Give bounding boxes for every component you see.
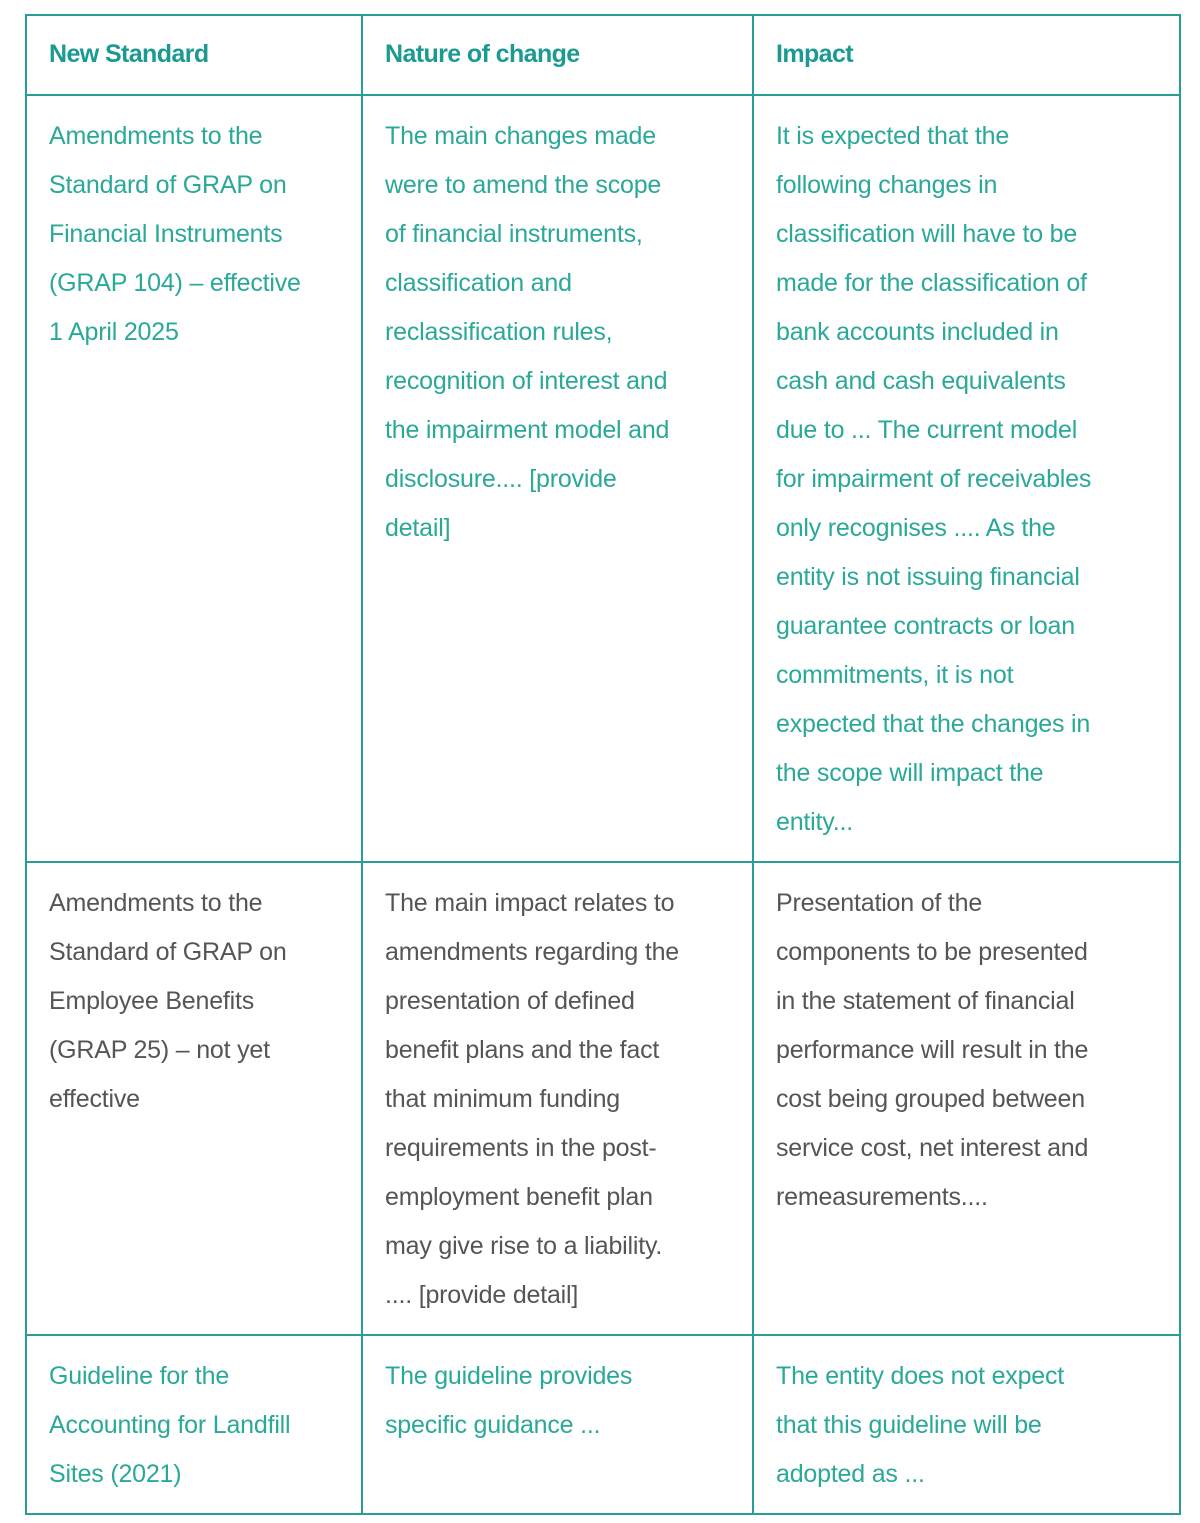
cell-text-line: service cost, net interest and bbox=[776, 1134, 1089, 1162]
cell-text-line: remeasurements.... bbox=[776, 1183, 988, 1211]
impact-cell bbox=[753, 862, 1180, 1335]
cell-text-line: Amendments to the bbox=[49, 889, 263, 917]
standard-cell bbox=[26, 95, 362, 862]
cell-text-line: due to ... The current model bbox=[776, 416, 1078, 444]
cell-text-line: The guideline provides bbox=[385, 1362, 633, 1390]
cell-text-line: cash and cash equivalents bbox=[776, 367, 1066, 395]
cell-text-line: bank accounts included in bbox=[776, 318, 1059, 346]
cell-text-line: 1 April 2025 bbox=[49, 318, 179, 346]
cell-text-line: amendments regarding the bbox=[385, 938, 679, 966]
cell-text-line: disclosure.... [provide bbox=[385, 465, 617, 493]
cell-text-line: adopted as ... bbox=[776, 1460, 925, 1488]
header-row bbox=[26, 15, 1180, 95]
header-new-standard: New Standard bbox=[26, 15, 362, 95]
table-row bbox=[26, 1335, 1180, 1514]
cell-text-line: classification and bbox=[385, 269, 572, 297]
cell-text-line: the scope will impact the bbox=[776, 759, 1044, 787]
cell-text-line: expected that the changes in bbox=[776, 710, 1091, 738]
cell-text-line: effective bbox=[49, 1085, 140, 1113]
cell-text-line: Amendments to the bbox=[49, 122, 263, 150]
impact-cell bbox=[753, 1335, 1180, 1514]
cell-text-line: recognition of interest and bbox=[385, 367, 668, 395]
standard-cell bbox=[26, 862, 362, 1335]
table-row bbox=[26, 95, 1180, 862]
cell-text-line: The main changes made bbox=[385, 122, 656, 150]
cell-text-line: guarantee contracts or loan bbox=[776, 612, 1075, 640]
cell-text-line: specific guidance ... bbox=[385, 1411, 601, 1439]
standard-cell bbox=[26, 1335, 362, 1514]
header-nature-of-change: Nature of change bbox=[362, 15, 753, 95]
cell-text-line: It is expected that the bbox=[776, 122, 1010, 150]
cell-text-line: that this guideline will be bbox=[776, 1411, 1042, 1439]
cell-text-line: that minimum funding bbox=[385, 1085, 621, 1113]
cell-text-line: Employee Benefits bbox=[49, 987, 255, 1015]
cell-text-line: .... [provide detail] bbox=[385, 1281, 579, 1309]
cell-text-line: classification will have to be bbox=[776, 220, 1078, 248]
cell-text-line: Financial Instruments bbox=[49, 220, 283, 248]
header-impact: Impact bbox=[753, 15, 1180, 95]
impact-cell bbox=[753, 95, 1180, 862]
nature-cell bbox=[362, 95, 753, 862]
cell-text-line: Guideline for the bbox=[49, 1362, 230, 1390]
cell-text-line: performance will result in the bbox=[776, 1036, 1089, 1064]
cell-text-line: cost being grouped between bbox=[776, 1085, 1085, 1113]
cell-text-line: detail] bbox=[385, 514, 451, 542]
nature-cell bbox=[362, 1335, 753, 1514]
cell-text-line: Standard of GRAP on bbox=[49, 171, 287, 199]
cell-text-line: (GRAP 104) – effective bbox=[49, 269, 301, 297]
cell-text-line: Accounting for Landfill bbox=[49, 1411, 291, 1439]
cell-text-line: in the statement of financial bbox=[776, 987, 1075, 1015]
cell-text-line: only recognises .... As the bbox=[776, 514, 1056, 542]
cell-text-line: presentation of defined bbox=[385, 987, 635, 1015]
cell-text-line: may give rise to a liability. bbox=[385, 1232, 663, 1260]
cell-text-line: (GRAP 25) – not yet bbox=[49, 1036, 270, 1064]
cell-text-line: components to be presented bbox=[776, 938, 1088, 966]
cell-text-line: Sites (2021) bbox=[49, 1460, 182, 1488]
table-row bbox=[26, 862, 1180, 1335]
cell-text-line: of financial instruments, bbox=[385, 220, 643, 248]
cell-text-line: entity is not issuing financial bbox=[776, 563, 1080, 591]
cell-text-line: entity... bbox=[776, 808, 853, 836]
cell-text-line: benefit plans and the fact bbox=[385, 1036, 660, 1064]
standards-table bbox=[25, 14, 1181, 1515]
cell-text-line: requirements in the post- bbox=[385, 1134, 657, 1162]
cell-text-line: The entity does not expect bbox=[776, 1362, 1065, 1390]
cell-text-line: reclassification rules, bbox=[385, 318, 613, 346]
nature-cell bbox=[362, 862, 753, 1335]
cell-text-line: the impairment model and bbox=[385, 416, 670, 444]
cell-text-line: were to amend the scope bbox=[385, 171, 662, 199]
cell-text-line: commitments, it is not bbox=[776, 661, 1014, 689]
cell-text-line: Standard of GRAP on bbox=[49, 938, 287, 966]
cell-text-line: Presentation of the bbox=[776, 889, 983, 917]
cell-text-line: made for the classification of bbox=[776, 269, 1087, 297]
cell-text-line: employment benefit plan bbox=[385, 1183, 653, 1211]
cell-text-line: following changes in bbox=[776, 171, 998, 199]
cell-text-line: for impairment of receivables bbox=[776, 465, 1092, 493]
cell-text-line: The main impact relates to bbox=[385, 889, 675, 917]
